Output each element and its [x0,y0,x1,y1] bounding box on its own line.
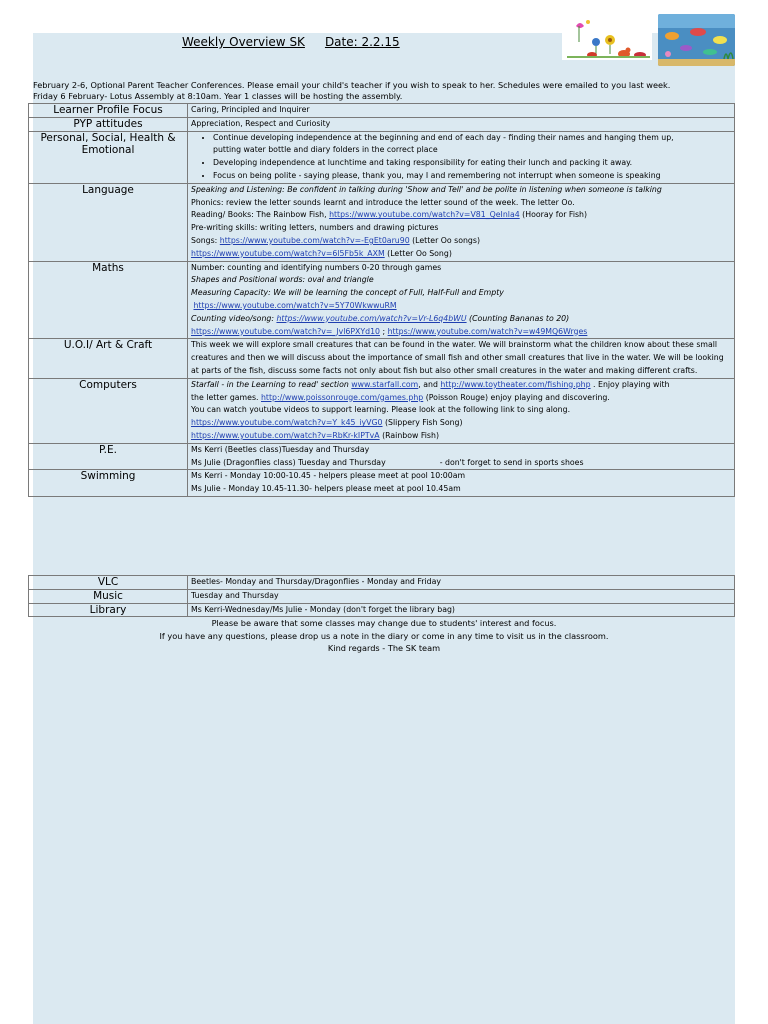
row-label-learner-profile: Learner Profile Focus [29,104,188,118]
intro-announcements [33,80,735,102]
row-content-pe [188,443,735,470]
row-content-maths [188,261,735,339]
link-starfall[interactable]: www.starfall.com [351,379,419,389]
table-row-swimming [29,470,735,497]
footer-notes [33,617,735,655]
announcement-conferences: February 2-6, Optional Parent Teacher Conferences. Please email your child's teacher if you wish to speak to her. Schedules were emailed to you last week. [33,80,671,90]
computers-starfall: Starfall - in the Learning to read' section www.starfall.com, and http://www.toytheater.com/fishing.php . Enjoy playing with [191,379,670,389]
link-maths-video-a[interactable]: https://www.youtube.com/watch?v=_Jvl6PXYd10 [191,326,381,336]
schedule-label-vlc: VLC [29,576,188,590]
row-content-language [188,183,735,261]
table-row-computers [29,378,735,443]
table-row-learner-profile [29,104,735,118]
maths-counting: Counting video/song: https://www.youtube.com/watch?v=Vr-L6q4bWU (Counting Bananas to 20) [191,313,570,323]
specials-schedule-table [28,575,735,617]
language-songs: Songs: https://www.youtube.com/watch?v=-EgEt0aru90 (Letter Oo songs) [191,235,480,245]
pe-dragonflies: Ms Julie (Dragonflies class) Tuesday and Thursday - don't forget to send in sports shoes [191,457,584,467]
link-capacity-video[interactable]: https://www.youtube.com/watch?v=5Y70WkwwuRM [193,300,397,310]
row-label-computers: Computers [29,378,188,443]
table-row-language [29,183,735,261]
weekly-overview-table [28,103,735,497]
row-label-pe: P.E. [29,443,188,470]
footer-note-questions: If you have any questions, please drop us a note in the diary or come in any time to visit us in the classroom. [159,630,609,641]
schedule-content-vlc: Beetles- Monday and Thursday/Dragonflies - Monday and Friday [188,576,735,590]
link-rainbow-fish[interactable]: https://www.youtube.com/watch?v=RbKr-kIPTvA [191,430,380,440]
table-row [29,589,735,603]
link-poissonrouge[interactable]: http://www.poissonrouge.com/games.php [260,392,424,402]
link-letter-oo-songs[interactable]: https://www.youtube.com/watch?v=-EgEt0aru90 [219,235,410,245]
schedule-content-library: Ms Kerri-Wednesday/Ms Julie - Monday (don't forget the library bag) [188,603,735,617]
swimming-kerri: Ms Kerri - Monday 10:00-10.45 - helpers please meet at pool 10:00am [191,471,466,481]
swimming-julie: Ms Julie - Monday 10.45-11.30- helpers please meet at pool 10.45am [191,484,461,494]
maths-capacity: Measuring Capacity: We will be learning the concept of Full, Half-Full and Empty [191,288,504,298]
announcement-assembly: Friday 6 February- Lotus Assembly at 8:10am. Year 1 classes will be hosting the assembly. [33,91,403,101]
title-date: Date: 2.2.15 [324,35,400,49]
maths-shapes: Shapes and Positional words: oval and triangle [191,275,374,285]
footer-signoff: Kind regards - The SK team [327,643,441,653]
computers-poissonrouge: the letter games. http://www.poissonrouge.com/games.php (Poisson Rouge) enjoy playing and discovering. [191,392,610,402]
schedule-label-library: Library [29,603,188,617]
pshe-bullet-polite: • Focus on being polite - saying please, thank you, may I and remembering not interrupt when someone is speaking [213,170,731,183]
row-label-language: Language [29,183,188,261]
pshe-bullet-list [191,132,731,183]
row-content-swimming [188,470,735,497]
pe-beetles: Ms Kerri (Beetles class)Tuesday and Thursday [191,444,370,454]
row-label-pshe-line2: Emotional [81,144,135,157]
row-content-computers [188,378,735,443]
page-title [182,35,400,49]
language-song-2: https://www.youtube.com/watch?v=6l5Fb5k_AXM (Letter Oo Song) [191,248,452,258]
row-label-pshe-line1: Personal, Social, Health & [40,131,176,144]
pe-reminder: - don't forget to send in sports shoes [439,457,584,467]
row-label-swimming: Swimming [29,470,188,497]
row-label-pshe [29,131,188,183]
footer-note-classes: Please be aware that some classes may change due to students' interest and focus. [211,618,557,628]
maths-link-row-2: https://www.youtube.com/watch?v=_Jvl6PXYd10 ; https://www.youtube.com/watch?v=w49MQ6Wrges [191,326,588,336]
table-row [29,576,735,590]
row-content-pyp: Appreciation, Respect and Curiosity [188,117,735,131]
pshe-bullet-lunchtime: • Developing independence at lunchtime and taking responsibility for eating their lunch and packing it away. [213,157,731,170]
link-slippery-fish[interactable]: https://www.youtube.com/watch?v=Y_k45_iyVG0 [191,418,383,428]
computers-youtube-note: You can watch youtube videos to support learning. Please look at the following link to sing along. [191,405,571,415]
maths-number: Number: counting and identifying numbers 0-20 through games [191,262,442,272]
row-label-uoi: U.O.I/ Art & Craft [29,339,188,378]
link-maths-video-b[interactable]: https://www.youtube.com/watch?v=w49MQ6Wrges [387,326,588,336]
garden-clipart-image [562,12,652,60]
link-toytheater[interactable]: http://www.toytheater.com/fishing.php [440,379,591,389]
row-content-pshe [188,131,735,183]
computers-slippery-fish: https://www.youtube.com/watch?v=Y_k45_iyVG0 (Slippery Fish Song) [191,418,463,428]
title-text: Weekly Overview SK [182,35,305,49]
computers-rainbow-fish: https://www.youtube.com/watch?v=RbKr-kIPTvA (Rainbow Fish) [191,430,439,440]
row-label-maths: Maths [29,261,188,339]
schedule-content-music: Tuesday and Thursday [188,589,735,603]
link-letter-oo-song[interactable]: https://www.youtube.com/watch?v=6l5Fb5k_AXM [191,248,385,258]
table-row-uoi [29,339,735,378]
table-row-pshe [29,131,735,183]
language-speaking: Speaking and Listening: Be confident in talking during 'Show and Tell' and be polite in listening when someone is talking [191,184,662,194]
language-phonics: Phonics: review the letter sounds learnt and introduce the letter sound of the week. The letter Oo. [191,197,575,207]
table-row [29,603,735,617]
sea-creatures-image [658,14,735,66]
row-content-uoi: This week we will explore small creatures that can be found in the water. We will brainstorm what the children know about these small creatures and then we will discuss about the importance of small fish and other small creatures that live in the water. We will be looking at parts of the fish, discuss some facts not only about fish but also other small creatures in the water and making different crafts. [188,339,735,378]
language-reading: Reading/ Books: The Rainbow Fish, https://www.youtube.com/watch?v=V81_QeInla4 (Hooray for Fish) [191,210,588,220]
row-label-pyp: PYP attitudes [29,117,188,131]
link-rainbow-fish-reading[interactable]: https://www.youtube.com/watch?v=V81_QeInla4 [329,210,520,220]
language-prewriting: Pre-writing skills: writing letters, numbers and drawing pictures [191,223,439,233]
table-row-pyp [29,117,735,131]
schedule-label-music: Music [29,589,188,603]
row-content-learner-profile: Caring, Principled and Inquirer [188,104,735,118]
link-counting-bananas[interactable]: https://www.youtube.com/watch?v=Vr-L6q4bWU [276,313,467,323]
table-row-pe [29,443,735,470]
pshe-bullet-independence: • Continue developing independence at the beginning and end of each day - finding their names and hanging them up, putting water bottle and diary folders in the correct place [213,132,731,158]
maths-link-row-1 [191,300,731,313]
table-row-maths [29,261,735,339]
pshe-bullet-continuation: putting water bottle and diary folders in the correct place [213,145,438,155]
